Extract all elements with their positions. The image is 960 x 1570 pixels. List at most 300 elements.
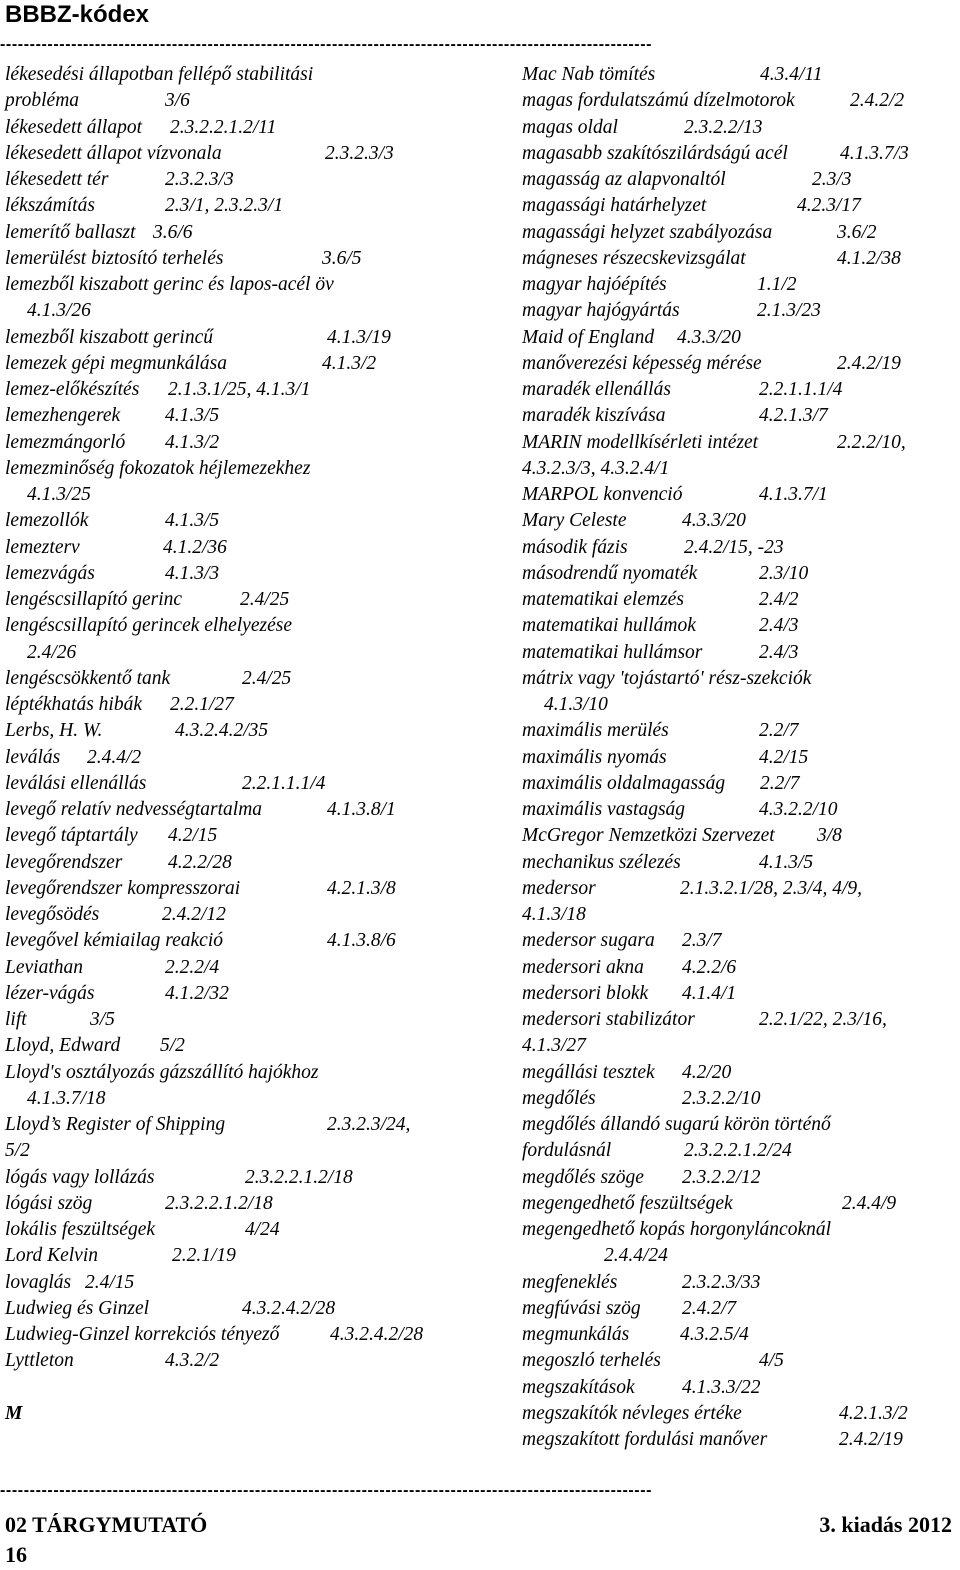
index-term: magasság az alapvonaltól bbox=[522, 169, 726, 190]
index-reference: 2.1.3.2.1/28, 2.3/4, 4/9, bbox=[680, 877, 863, 899]
index-term: lemezből kiszabott gerinc és lapos-acél öv bbox=[5, 274, 334, 295]
index-term: leválási ellenállás bbox=[5, 772, 147, 794]
index-reference: 4.2.3/17 bbox=[797, 195, 861, 217]
index-entry bbox=[522, 508, 952, 534]
index-reference: 3/8 bbox=[817, 825, 842, 847]
index-entry bbox=[522, 823, 952, 849]
footer-section-title: 02 TÁRGYMUTATÓ bbox=[5, 1512, 208, 1537]
index-term: megmunkálás bbox=[522, 1324, 630, 1345]
index-term: Mac Nab tömítés bbox=[522, 64, 656, 85]
index-reference: 2.3.2.3/3 bbox=[325, 142, 394, 164]
index-reference: 2.4.2/19 bbox=[839, 1429, 903, 1450]
index-entry bbox=[5, 1243, 505, 1269]
index-entry bbox=[5, 246, 505, 272]
index-entry bbox=[522, 1270, 952, 1296]
index-reference: 2.3.2.2/12 bbox=[682, 1166, 761, 1188]
index-term: lékszámítás bbox=[5, 195, 95, 217]
index-entry bbox=[522, 692, 952, 718]
index-entry bbox=[5, 167, 505, 193]
index-term: lokális feszültségek bbox=[5, 1219, 156, 1240]
index-reference: 2.2.2/4 bbox=[165, 956, 220, 978]
index-entry bbox=[5, 1033, 505, 1059]
index-reference: 3/6 bbox=[165, 90, 190, 112]
index-entry bbox=[522, 272, 952, 298]
index-entry bbox=[5, 272, 505, 298]
index-entry bbox=[522, 1138, 952, 1164]
index-term: matematikai elemzés bbox=[522, 589, 684, 610]
index-term: 4.1.3/26 bbox=[27, 300, 91, 322]
index-entry bbox=[522, 351, 952, 377]
index-term: Lerbs, H. W. bbox=[5, 720, 103, 742]
index-entry bbox=[522, 1348, 952, 1374]
index-term: mágneses részecskevizsgálat bbox=[522, 247, 746, 269]
index-reference: 4.3.4/11 bbox=[760, 64, 823, 85]
index-term: lemerülést biztosító terhelés bbox=[5, 247, 224, 269]
index-term: Lloyd, Edward bbox=[5, 1035, 121, 1057]
index-entry bbox=[5, 902, 505, 928]
index-term: 4.3.2.3/3, 4.3.2.4/1 bbox=[522, 457, 670, 479]
index-reference: 4.3.2.4.2/28 bbox=[330, 1324, 424, 1345]
index-term: Lloyd's osztályozás gázszállító hajókhoz bbox=[5, 1061, 319, 1083]
index-term: magyar hajógyártás bbox=[522, 300, 680, 322]
index-term: lemezmángorló bbox=[5, 431, 126, 453]
index-entry bbox=[522, 771, 952, 797]
index-term: maximális nyomás bbox=[522, 746, 667, 768]
index-entry bbox=[5, 298, 505, 324]
index-term: lézer-vágás bbox=[5, 982, 95, 1004]
index-entry bbox=[522, 193, 952, 219]
index-letter-heading bbox=[5, 1401, 505, 1427]
index-reference: 2.2.1.1.1/4 bbox=[242, 772, 326, 794]
index-entry bbox=[5, 823, 505, 849]
index-reference: 2.3/10 bbox=[759, 562, 809, 584]
index-term: megdőlés állandó sugarú körön történő bbox=[522, 1114, 831, 1135]
index-reference: 4.1.3.8/6 bbox=[327, 930, 396, 952]
index-reference: 2.4/3 bbox=[759, 615, 799, 637]
page-number: 16 bbox=[5, 1542, 27, 1567]
index-term: magas fordulatszámú dízelmotorok bbox=[522, 90, 795, 112]
index-entry bbox=[522, 535, 952, 561]
index-reference: 2.3.2.2.1.2/18 bbox=[165, 1192, 273, 1214]
index-entry bbox=[522, 167, 952, 193]
index-term: lemezollók bbox=[5, 510, 89, 532]
index-entry bbox=[5, 718, 505, 744]
index-entry bbox=[5, 1007, 505, 1033]
index-entry bbox=[5, 220, 505, 246]
index-entry bbox=[5, 1060, 505, 1086]
index-term: megszakított fordulási manőver bbox=[522, 1429, 768, 1450]
index-reference: 4.2/15 bbox=[168, 825, 218, 847]
index-entry bbox=[522, 325, 952, 351]
index-term: Ludwieg-Ginzel korrekciós tényező bbox=[5, 1324, 280, 1345]
index-entry bbox=[5, 1348, 505, 1374]
index-column-right bbox=[522, 62, 952, 1453]
index-reference: 4.3.3/20 bbox=[682, 510, 746, 532]
index-entry bbox=[5, 666, 505, 692]
index-term: levegő relatív nedvességtartalma bbox=[5, 799, 263, 820]
index-term: Lloyd’s Register of Shipping bbox=[5, 1114, 226, 1135]
index-reference: 2.3.2.2.1.2/24 bbox=[684, 1140, 792, 1162]
index-reference: 2.2.1/27 bbox=[170, 694, 234, 715]
index-reference: 2.4/25 bbox=[242, 667, 292, 689]
index-reference: 3.6/5 bbox=[322, 247, 362, 269]
index-entry bbox=[522, 1296, 952, 1322]
index-reference: 4.1.3/5 bbox=[165, 405, 220, 427]
index-reference: 4.1.3/2 bbox=[165, 431, 220, 453]
index-term: megengedhető kopás horgonyláncoknál bbox=[522, 1219, 832, 1240]
index-reference: 2.3.2.3/24, bbox=[327, 1114, 411, 1135]
index-reference: 2.3/3 bbox=[812, 169, 852, 190]
index-entry bbox=[522, 1086, 952, 1112]
index-term: levegő táptartály bbox=[5, 825, 138, 847]
index-term: 4.1.3/25 bbox=[27, 484, 91, 505]
index-term: léptékhatás hibák bbox=[5, 694, 143, 715]
index-reference: 4.1.4/1 bbox=[682, 982, 737, 1004]
index-term: medersori akna bbox=[522, 956, 644, 978]
index-term: maradék kiszívása bbox=[522, 405, 666, 427]
index-entry bbox=[5, 482, 505, 508]
index-term: maximális merülés bbox=[522, 720, 669, 742]
index-reference: 2.4.2/7 bbox=[682, 1297, 737, 1319]
index-entry bbox=[522, 797, 952, 823]
index-entry bbox=[5, 508, 505, 534]
index-entry bbox=[522, 850, 952, 876]
index-entry bbox=[522, 1322, 952, 1348]
header-separator: -------------------------------------------------------------------------------------------------------------- bbox=[0, 37, 653, 53]
index-entry bbox=[522, 1060, 952, 1086]
index-reference: 4.3.2.4.2/35 bbox=[175, 720, 269, 742]
index-term: másodrendű nyomaték bbox=[522, 562, 698, 584]
index-term: Ludwieg és Ginzel bbox=[5, 1297, 150, 1319]
index-term: magyar hajóépítés bbox=[522, 274, 667, 295]
index-reference: 4.1.3.3/22 bbox=[682, 1376, 761, 1398]
index-reference: 4.1.3/5 bbox=[165, 510, 220, 532]
index-term: magassági határhelyzet bbox=[522, 195, 707, 217]
index-reference: 3.6/6 bbox=[153, 221, 193, 243]
index-entry bbox=[522, 955, 952, 981]
index-entry bbox=[5, 876, 505, 902]
index-entry bbox=[5, 771, 505, 797]
index-entry bbox=[5, 62, 505, 88]
index-reference: 4.1.3.7/3 bbox=[840, 142, 909, 164]
index-entry bbox=[5, 430, 505, 456]
index-term: medersori blokk bbox=[522, 982, 649, 1004]
footer-separator: -------------------------------------------------------------------------------------------------------------- bbox=[0, 1483, 653, 1499]
index-reference: 2.2.1/19 bbox=[172, 1245, 236, 1267]
index-term: Lyttleton bbox=[5, 1350, 74, 1372]
index-entry bbox=[522, 1033, 952, 1059]
index-entry bbox=[522, 561, 952, 587]
index-term: maximális oldalmagasság bbox=[522, 772, 726, 794]
index-entry bbox=[522, 377, 952, 403]
index-reference: 4.1.3/3 bbox=[165, 562, 220, 584]
index-term: lékesedett állapot vízvonala bbox=[5, 142, 222, 164]
index-term: fordulásnál bbox=[522, 1140, 612, 1162]
index-reference: 4.2/20 bbox=[682, 1061, 732, 1083]
index-entry bbox=[5, 640, 505, 666]
index-entry bbox=[522, 902, 952, 928]
index-entry bbox=[522, 1375, 952, 1401]
index-reference: 4/24 bbox=[245, 1219, 280, 1240]
index-term: megállási tesztek bbox=[522, 1061, 655, 1083]
index-term: maradék ellenállás bbox=[522, 379, 671, 400]
index-entry bbox=[5, 1165, 505, 1191]
index-entry bbox=[522, 981, 952, 1007]
index-term: lékesedett állapot bbox=[5, 116, 142, 138]
index-reference: 4.2.2/28 bbox=[168, 851, 232, 873]
letter-heading: M bbox=[5, 1402, 23, 1424]
footer-edition: 3. kiadás 2012 bbox=[819, 1512, 952, 1537]
index-entry bbox=[5, 535, 505, 561]
index-reference: 2.4.4/2 bbox=[87, 746, 142, 768]
index-entry bbox=[522, 1243, 952, 1269]
index-term: lemezterv bbox=[5, 536, 80, 558]
index-term: megfúvási szög bbox=[522, 1297, 641, 1319]
index-reference: 4.2.1.3/2 bbox=[839, 1402, 908, 1424]
index-term: mátrix vagy 'tojástartó' rész-szekciók bbox=[522, 667, 812, 689]
index-reference: 4.1.3.8/1 bbox=[327, 799, 396, 820]
index-term: megfeneklés bbox=[522, 1271, 618, 1293]
index-term: lovaglás bbox=[5, 1271, 72, 1293]
index-entry bbox=[5, 115, 505, 141]
index-term: Lord Kelvin bbox=[5, 1245, 98, 1267]
document-title: BBBZ-kódex bbox=[5, 1, 150, 28]
index-reference: 2.4.2/2 bbox=[850, 90, 905, 112]
index-entry bbox=[522, 1112, 952, 1138]
index-entry bbox=[522, 1427, 952, 1453]
index-term: lékesedett tér bbox=[5, 169, 109, 190]
index-term: lift bbox=[5, 1009, 27, 1030]
index-term: Mary Celeste bbox=[522, 510, 627, 532]
index-entry bbox=[5, 377, 505, 403]
index-term: lengéscsillapító gerinc bbox=[5, 589, 183, 610]
index-entry bbox=[5, 613, 505, 639]
index-entry bbox=[5, 88, 505, 114]
index-reference: 4.2/15 bbox=[759, 746, 809, 768]
index-term: megengedhető feszültségek bbox=[522, 1192, 733, 1214]
index-entry bbox=[5, 1296, 505, 1322]
index-entry bbox=[5, 456, 505, 482]
index-reference: 1.1/2 bbox=[757, 274, 797, 295]
index-reference: 3.6/2 bbox=[837, 221, 877, 243]
index-reference: 4.3.2.2/10 bbox=[759, 799, 838, 820]
index-reference: 4.1.2/38 bbox=[837, 247, 901, 269]
index-entry bbox=[5, 193, 505, 219]
index-entry bbox=[5, 797, 505, 823]
index-entry bbox=[5, 325, 505, 351]
index-reference: 2.2.1.1.1/4 bbox=[759, 379, 843, 400]
index-reference: 2.3/7 bbox=[682, 930, 722, 952]
index-reference: 4.3.3/20 bbox=[677, 326, 741, 348]
index-entry bbox=[522, 745, 952, 771]
index-reference: 4/5 bbox=[759, 1350, 784, 1372]
index-term: lengéscsillapító gerincek elhelyezése bbox=[5, 615, 292, 637]
index-reference: 2.3.2.3/33 bbox=[682, 1271, 761, 1293]
index-entry bbox=[5, 850, 505, 876]
index-reference: 2.4.2/15, -23 bbox=[684, 536, 784, 558]
index-term: maximális vastagság bbox=[522, 799, 686, 820]
index-reference: 2.4/2 bbox=[759, 589, 799, 610]
index-entry bbox=[522, 587, 952, 613]
index-term: medersori stabilizátor bbox=[522, 1009, 695, 1030]
index-term: megszakítók névleges értéke bbox=[522, 1402, 742, 1424]
index-reference: 2.3.2.2.1.2/11 bbox=[170, 116, 277, 138]
index-reference: 2.1.3/23 bbox=[757, 300, 821, 322]
index-reference: 2.2.2/10, bbox=[837, 431, 906, 453]
index-entry bbox=[522, 88, 952, 114]
index-reference: 4.1.2/36 bbox=[163, 536, 227, 558]
index-entry bbox=[522, 141, 952, 167]
index-term: MARIN modellkísérleti intézet bbox=[522, 431, 759, 453]
index-reference: 2.3.2.3/3 bbox=[165, 169, 234, 190]
index-entry bbox=[522, 666, 952, 692]
index-term: magas oldal bbox=[522, 116, 618, 138]
index-entry bbox=[5, 1375, 505, 1401]
index-entry bbox=[522, 298, 952, 324]
index-reference: 4.1.3.7/1 bbox=[759, 484, 828, 505]
index-term: Maid of England bbox=[522, 326, 655, 348]
index-entry bbox=[5, 1112, 505, 1138]
index-reference: 2.4.2/19 bbox=[837, 352, 901, 374]
index-reference: 2.3.2.2.1.2/18 bbox=[245, 1166, 353, 1188]
index-reference: 4.3.2.4.2/28 bbox=[242, 1297, 336, 1319]
index-reference: 2.1.3.1/25, 4.1.3/1 bbox=[168, 379, 311, 400]
index-term: lemez-előkészítés bbox=[5, 379, 140, 400]
index-term: megoszló terhelés bbox=[522, 1350, 661, 1372]
index-term: 2.4.4/24 bbox=[604, 1245, 668, 1267]
index-entry bbox=[522, 1007, 952, 1033]
index-reference: 2.3.2.2/10 bbox=[682, 1087, 761, 1109]
index-term: matematikai hullámok bbox=[522, 615, 696, 637]
index-term: lemezvágás bbox=[5, 562, 95, 584]
index-reference: 2.2/7 bbox=[759, 720, 799, 742]
index-entry bbox=[5, 928, 505, 954]
index-entry bbox=[5, 1138, 505, 1164]
index-term: lógás vagy lollázás bbox=[5, 1166, 155, 1188]
index-entry bbox=[522, 430, 952, 456]
index-term: levegőrendszer bbox=[5, 851, 123, 873]
index-term: lógási szög bbox=[5, 1192, 93, 1214]
index-entry bbox=[522, 1217, 952, 1243]
index-reference: 4.2.1.3/8 bbox=[327, 877, 396, 899]
index-term: 5/2 bbox=[5, 1140, 30, 1162]
index-term: magassági helyzet szabályozása bbox=[522, 221, 773, 243]
index-term: 4.1.3/27 bbox=[522, 1035, 586, 1057]
index-reference: 4.1.3/2 bbox=[322, 352, 377, 374]
index-reference: 4.2.1.3/7 bbox=[759, 405, 828, 427]
index-term: medersor bbox=[522, 877, 596, 899]
index-reference: 2.4.4/9 bbox=[842, 1192, 897, 1214]
index-entry bbox=[522, 482, 952, 508]
index-reference: 2.2.1/22, 2.3/16, bbox=[759, 1009, 887, 1030]
index-entry bbox=[522, 115, 952, 141]
index-term: lékesedési állapotban fellépő stabilitási bbox=[5, 64, 314, 85]
index-entry bbox=[522, 62, 952, 88]
index-entry bbox=[5, 403, 505, 429]
index-term: leválás bbox=[5, 746, 61, 768]
index-term: mechanikus szélezés bbox=[522, 851, 681, 873]
index-term: medersor sugara bbox=[522, 930, 655, 952]
index-reference: 4.3.2.5/4 bbox=[680, 1324, 749, 1345]
index-term: McGregor Nemzetközi Szervezet bbox=[522, 825, 775, 847]
index-entry bbox=[5, 955, 505, 981]
index-entry bbox=[522, 403, 952, 429]
index-term: megszakítások bbox=[522, 1376, 635, 1398]
index-term: 2.4/26 bbox=[27, 641, 77, 663]
index-entry bbox=[5, 1217, 505, 1243]
index-entry bbox=[5, 745, 505, 771]
index-term: levegőrendszer kompresszorai bbox=[5, 877, 241, 899]
index-reference: 2.2/7 bbox=[760, 772, 800, 794]
index-term: lemezből kiszabott gerincű bbox=[5, 326, 213, 348]
index-reference: 2.4/3 bbox=[759, 641, 799, 663]
index-term: manőverezési képesség mérése bbox=[522, 352, 762, 374]
index-entry bbox=[5, 561, 505, 587]
index-entry bbox=[5, 1322, 505, 1348]
index-term: 4.1.3.7/18 bbox=[27, 1087, 106, 1109]
index-term: 4.1.3/18 bbox=[522, 904, 586, 925]
index-term: megdőlés szöge bbox=[522, 1166, 644, 1188]
index-entry bbox=[522, 1165, 952, 1191]
index-reference: 2.4/15 bbox=[85, 1271, 135, 1293]
index-entry bbox=[522, 928, 952, 954]
index-term: magasabb szakítószilárdságú acél bbox=[522, 142, 788, 164]
index-entry bbox=[5, 141, 505, 167]
index-reference: 2.4.2/12 bbox=[162, 904, 226, 925]
index-term: lemezhengerek bbox=[5, 405, 121, 427]
index-term: probléma bbox=[5, 90, 80, 112]
index-reference: 4.3.2/2 bbox=[165, 1350, 220, 1372]
index-entry bbox=[5, 1086, 505, 1112]
index-entry bbox=[5, 1191, 505, 1217]
index-term: lemerítő ballaszt bbox=[5, 221, 136, 243]
index-reference: 3/5 bbox=[90, 1009, 115, 1030]
index-reference: 2.4/25 bbox=[240, 589, 290, 610]
index-term: megdőlés bbox=[522, 1087, 596, 1109]
index-column-left bbox=[5, 62, 505, 1427]
index-entry bbox=[522, 220, 952, 246]
index-reference: 5/2 bbox=[160, 1035, 185, 1057]
index-entry bbox=[522, 1191, 952, 1217]
index-reference: 2.3/1, 2.3.2.3/1 bbox=[165, 195, 284, 217]
index-entry bbox=[522, 640, 952, 666]
index-term: Leviathan bbox=[5, 956, 83, 978]
index-term: lengéscsökkentő tank bbox=[5, 667, 171, 689]
index-term: második fázis bbox=[522, 536, 628, 558]
index-term: levegősödés bbox=[5, 904, 100, 925]
index-entry bbox=[522, 718, 952, 744]
index-entry bbox=[5, 587, 505, 613]
index-reference: 4.1.2/32 bbox=[165, 982, 229, 1004]
index-term: lemezek gépi megmunkálása bbox=[5, 352, 228, 374]
index-entry bbox=[5, 1270, 505, 1296]
index-entry bbox=[522, 246, 952, 272]
index-reference: 2.3.2.2/13 bbox=[684, 116, 763, 138]
index-entry bbox=[522, 456, 952, 482]
index-term: MARPOL konvenció bbox=[522, 484, 683, 505]
index-entry bbox=[522, 1401, 952, 1427]
index-reference: 4.1.3/5 bbox=[759, 851, 814, 873]
index-term: levegővel kémiailag reakció bbox=[5, 930, 224, 952]
index-reference: 4.2.2/6 bbox=[682, 956, 737, 978]
index-entry bbox=[5, 692, 505, 718]
index-entry bbox=[5, 981, 505, 1007]
index-entry bbox=[5, 351, 505, 377]
index-entry bbox=[522, 613, 952, 639]
index-term: lemezminőség fokozatok héjlemezekhez bbox=[5, 457, 311, 479]
index-reference: 4.1.3/19 bbox=[327, 326, 391, 348]
index-term: matematikai hullámsor bbox=[522, 641, 703, 663]
